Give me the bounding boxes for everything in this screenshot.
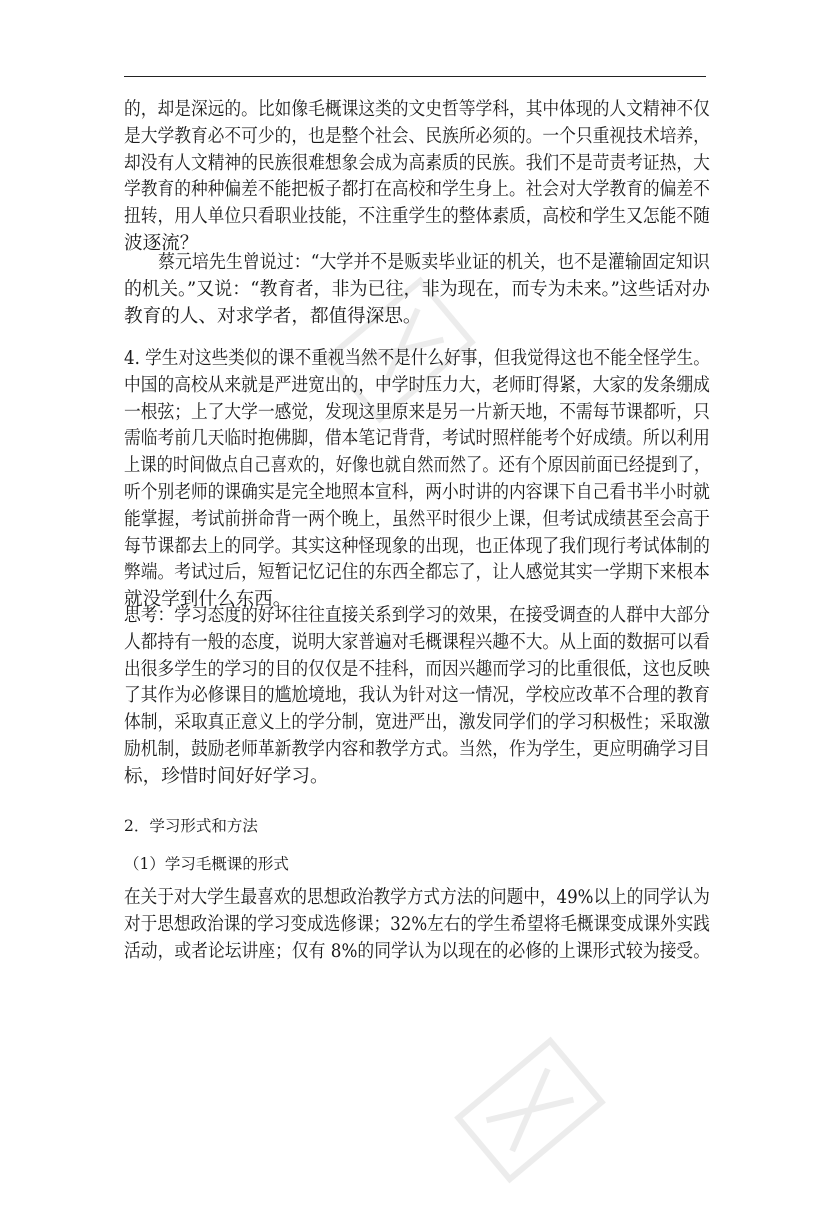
section-heading: 2．学习形式和方法 bbox=[124, 817, 258, 835]
watermark-graphic bbox=[430, 1010, 630, 1210]
subsection-heading: （1）学习毛概课的形式 bbox=[124, 855, 289, 873]
paragraph-cai-yuanpei-quote bbox=[124, 250, 710, 330]
text-line: 却没有人文精神的民族很难想象会成为高素质的民族。我们不是苛责考证热，大 bbox=[124, 152, 710, 174]
paragraph-learning-forms bbox=[124, 885, 710, 965]
text-line: 出很多学生的学习的目的仅仅是不挂科，而因兴趣而学习的比重很低，这也反映 bbox=[124, 658, 710, 680]
text-line: 弊端。考试过后，短暂记忆记住的东西全都忘了，让人感觉其实一学期下来根本 bbox=[124, 562, 710, 584]
text-line: 标，珍惜时间好好学习。 bbox=[124, 765, 329, 787]
text-line: 中国的高校从来就是严进宽出的，中学时压力大，老师盯得紧，大家的发条绷成 bbox=[124, 374, 710, 396]
text-line: 学教育的种种偏差不能把板子都打在高校和学生身上。社会对大学教育的偏差不 bbox=[124, 179, 710, 201]
paragraph-point-4 bbox=[124, 346, 710, 614]
text-line: 了其作为必修课目的尴尬境地，我认为针对这一情况，学校应改革不合理的教育 bbox=[124, 685, 710, 707]
text-line: 的机关。”又说：“教育者，非为已往，非为现在，而专为未来。”这些话对办 bbox=[124, 278, 710, 300]
text-line: 蔡元培先生曾说过：“大学并不是贩卖毕业证的机关，也不是灌输固定知识 bbox=[124, 252, 710, 273]
text-line: 的，却是深远的。比如像毛概课这类的文史哲等学科，其中体现的人文精神不仅 bbox=[124, 99, 710, 120]
text-line: 人都持有一般的态度，说明大家普遍对毛概课程兴趣不大。从上面的数据可以看 bbox=[124, 631, 710, 653]
text-line: 扭转，用人单位只看职业技能，不注重学生的整体素质，高校和学生又怎能不随 bbox=[124, 206, 710, 228]
text-line: 波逐流？ bbox=[124, 232, 199, 254]
text-line: 需临考前几天临时抱佛脚，借本笔记背背，考试时照样能考个好成绩。所以利用 bbox=[124, 428, 710, 450]
text-line: 对于思想政治课的学习变成选修课；32%左右的学生希望将毛概课变成课外实践 bbox=[124, 913, 710, 935]
text-line: 思考：学习态度的好坏往往直接关系到学习的效果，在接受调查的人群中大部分 bbox=[124, 605, 710, 626]
text-line: 上课的时间做点自己喜欢的，好像也就自然而然了。还有个原因前面已经提到了， bbox=[124, 455, 711, 477]
text-line: 能掌握，考试前拼命背一两个晚上，虽然平时很少上课，但考试成绩甚至会高于 bbox=[124, 508, 710, 530]
header-rule bbox=[124, 76, 706, 77]
text-line: 每节课都去上的同学。其实这种怪现象的出现，也正体现了我们现行考试体制的 bbox=[124, 535, 710, 557]
text-line: 活动，或者论坛讲座；仅有 8%的同学认为以现在的必修的上课形式较为接受。 bbox=[124, 940, 711, 962]
text-line: 4. 学生对这些类似的课不重视当然不是什么好事，但我觉得这也不能全怪学生。 bbox=[124, 348, 710, 369]
text-line: 一根弦；上了大学一感觉，发现这里原来是另一片新天地，不需每节课都听，只 bbox=[124, 401, 710, 423]
text-line: 是大学教育必不可少的，也是整个社会、民族所必须的。一个只重视技术培养， bbox=[124, 125, 710, 147]
paragraph-reflection bbox=[124, 603, 710, 791]
text-line: 在关于对大学生最喜欢的思想政治教学方式方法的问题中，49%以上的同学认为 bbox=[124, 887, 710, 908]
text-line: 就没学到什么东西。 bbox=[124, 589, 292, 611]
paragraph-humanities bbox=[124, 97, 710, 258]
text-line: 体制，采取真正意义上的学分制，宽进严出，激发同学们的学习积极性；采取激 bbox=[124, 712, 710, 734]
text-line: 听个别老师的课确实是完全地照本宣科，两小时讲的内容课下自己看书半小时就 bbox=[124, 481, 710, 503]
text-line: 励机制，鼓励老师革新教学内容和教学方式。当然，作为学生，更应明确学习目 bbox=[124, 738, 710, 760]
text-line: 教育的人、对求学者，都值得深思。 bbox=[124, 305, 422, 327]
